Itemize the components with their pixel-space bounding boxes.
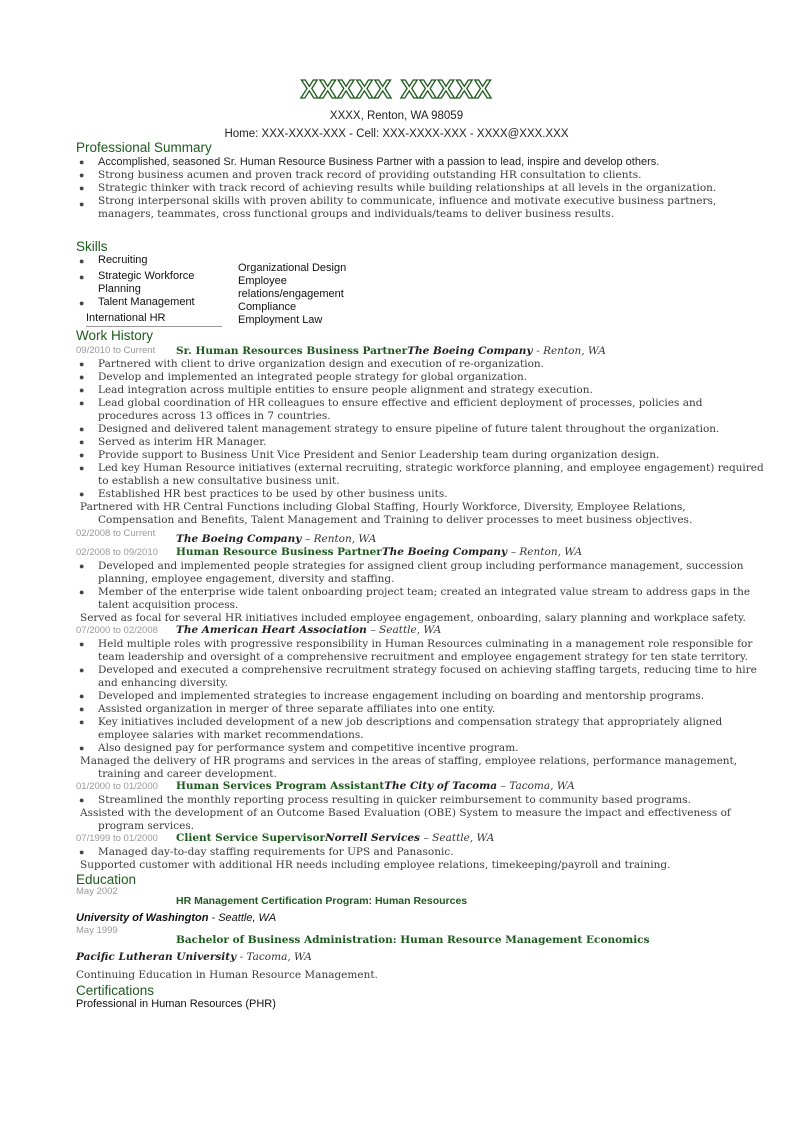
employer: The American Heart Association — [176, 624, 367, 636]
education-school-line — [76, 951, 312, 963]
skills-heading: Skills — [76, 239, 108, 254]
job-duty: Held multiple roles with progressive responsibility in Human Resources culminating in a management role responsible for — [98, 638, 753, 650]
contact-line: Home: XXX-XXXX-XXX - Cell: XXX-XXXX-XXX - XXXX@XXX.XXX — [224, 128, 569, 140]
education-school: University of Washington — [76, 912, 209, 924]
job-duty: Lead global coordination of HR colleagues to ensure effective and efficient deployment of processes, policies and — [98, 397, 703, 409]
job-duty-continued: procedures across 13 offices in 7 countries. — [98, 410, 331, 422]
job-duty-continued: to establish a new consultative business unit. — [98, 475, 340, 487]
summary-item: Strong interpersonal skills with proven ability to communicate, influence and motivate executive business partners, — [98, 195, 717, 207]
job-duty: Designed and delivered talent management strategy to ensure pipeline of future talent throughout the organization. — [98, 423, 720, 435]
education-school: Pacific Lutheran University — [76, 951, 237, 963]
bullet-icon: ● — [79, 372, 85, 382]
job-duty-continued: program services. — [98, 820, 195, 832]
bullet-icon: ● — [79, 199, 85, 209]
job-duty: Partnered with client to drive organization design and execution of re-organization. — [98, 358, 544, 370]
bullet-icon: ● — [79, 704, 85, 714]
job-duty: Provide support to Business Unit Vice President and Senior Leadership team during organization design. — [98, 449, 660, 461]
job-title-line — [176, 780, 575, 792]
education-note: Continuing Education in Human Resource Management. — [76, 969, 378, 981]
summary-item: Strong business acumen and proven track record of providing outstanding HR consultation to clients. — [98, 169, 642, 181]
job-title: Sr. Human Resources Business Partner — [176, 345, 408, 357]
job-location: – Renton, WA — [304, 533, 377, 545]
address-line: XXXX, Renton, WA 98059 — [329, 110, 464, 122]
job-duty: Supported customer with additional HR needs including employee relations, timekeeping/payroll and training. — [80, 859, 671, 871]
bullet-icon: ● — [79, 691, 85, 701]
job-duty: Served as interim HR Manager. — [98, 436, 267, 448]
employer: Norrell Services — [325, 832, 420, 844]
job-duty: Managed day-to-day staffing requirements for UPS and Panasonic. — [98, 846, 454, 858]
job-duty: Developed and implemented people strategies for assigned client group including performance management, succession — [98, 560, 744, 572]
skill-item: Compliance — [238, 301, 297, 313]
bullet-icon: ● — [79, 587, 85, 597]
employer: The Boeing Company — [381, 546, 508, 558]
education-location: - Tacoma, WA — [236, 951, 312, 963]
job-duty: Established HR best practices to be used by other business units. — [98, 488, 448, 500]
education-school-line — [76, 912, 276, 924]
skill-item: Planning — [98, 283, 141, 295]
job-dates: 01/2000 to 01/2000 — [76, 781, 158, 792]
employer: The Boeing Company — [176, 533, 302, 545]
skills-divider — [86, 326, 222, 327]
education-location: - Seattle, WA — [208, 912, 277, 924]
job-duty: Developed and implemented strategies to increase engagement including on boarding and mentorship programs. — [98, 690, 705, 702]
job-duty: Member of the enterprise wide talent onboarding project team; created an integrated value stream to address gaps in the — [98, 586, 751, 598]
summary-item: Accomplished, seasoned Sr. Human Resource Business Partner with a passion to lead, inspire and develop others. — [98, 156, 660, 168]
job-duty-continued: team leadership and oversight of a comprehensive recruitment and employee engagement strategy for ten state territory. — [98, 651, 748, 663]
job-title: Client Service Supervisor — [176, 832, 326, 844]
job-duty-continued: training and career development. — [98, 768, 277, 780]
bullet-icon: ● — [79, 847, 85, 857]
candidate-name: XXXXX XXXXX — [300, 74, 493, 104]
skill-item: International HR — [86, 312, 166, 324]
education-program: HR Management Certification Program: Human Resources — [176, 895, 468, 907]
bullet-icon: ● — [79, 157, 85, 167]
certifications-heading: Certifications — [76, 983, 155, 998]
skill-item: Recruiting — [98, 254, 148, 266]
job-duty: Also designed pay for performance system and competitive incentive program. — [98, 742, 519, 754]
bullet-icon: ● — [79, 437, 85, 447]
job-title: Human Resource Business Partner — [176, 546, 382, 558]
bullet-icon: ● — [79, 450, 85, 460]
job-duty-continued: employee salaries with market recommendations. — [98, 729, 364, 741]
bullet-icon: ● — [79, 463, 85, 473]
job-duty: Streamlined the monthly reporting process resulting in quicker reimbursement to community based programs. — [98, 794, 691, 806]
job-duty: Key initiatives included development of a new job descriptions and compensation strategy that appropriately aligned — [98, 716, 723, 728]
job-duty-continued: planning, employee engagement, diversity and staffing. — [98, 573, 395, 585]
job-duty-continued: Compensation and Benefits, Talent Management and Training to deliver processes to meet business objectives. — [98, 514, 693, 526]
job-duty: Lead integration across multiple entities to ensure people alignment and strategy execution. — [98, 384, 593, 396]
job-title-line — [176, 832, 494, 844]
skill-item: Strategic Workforce — [98, 270, 195, 282]
certification-item: Professional in Human Resources (PHR) — [76, 998, 276, 1010]
skill-item: Organizational Design — [238, 262, 347, 274]
job-duty: Managed the delivery of HR programs and services in the areas of staffing, employee relations, performance management, — [80, 755, 738, 767]
bullet-icon: ● — [79, 561, 85, 571]
skill-item: Employment Law — [238, 314, 323, 326]
bullet-icon: ● — [79, 298, 85, 308]
bullet-icon: ● — [79, 424, 85, 434]
bullet-icon: ● — [79, 639, 85, 649]
bullet-icon: ● — [79, 359, 85, 369]
employer: The Boeing Company — [407, 345, 533, 357]
job-duty-continued: talent acquisition process. — [98, 599, 239, 611]
job-title-line — [176, 546, 582, 558]
job-duty: Assisted with the development of an Outcome Based Evaluation (OBE) System to measure the impact and effectiveness of — [80, 807, 731, 819]
job-duty-continued: and enhancing diversity. — [98, 677, 228, 689]
bullet-icon: ● — [79, 256, 85, 266]
job-duty: Partnered with HR Central Functions including Global Staffing, Hourly Workforce, Diversity, Employee Relations, — [80, 501, 686, 513]
employer: The City of Tacoma — [384, 780, 498, 792]
job-dates: 07/1999 to 01/2000 — [76, 833, 158, 844]
education-program: Bachelor of Business Administration: Human Resource Management Economics — [176, 934, 650, 946]
job-dates: 02/2008 to Current — [76, 528, 156, 539]
skill-item: Talent Management — [98, 296, 195, 308]
job-title-line — [176, 345, 606, 357]
job-title-line — [176, 624, 441, 636]
job-location: – Renton, WA — [510, 546, 583, 558]
bullet-icon: ● — [79, 398, 85, 408]
skill-item: relations/engagement — [238, 288, 344, 300]
bullet-icon: ● — [79, 183, 85, 193]
bullet-icon: ● — [79, 272, 85, 282]
bullet-icon: ● — [79, 170, 85, 180]
skill-item: Employee — [238, 275, 287, 287]
bullet-icon: ● — [79, 665, 85, 675]
job-dates: 02/2008 to 09/2010 — [76, 547, 158, 558]
job-location: - Renton, WA — [536, 345, 606, 357]
job-duty: Develop and implemented an integrated people strategy for global organization. — [98, 371, 528, 383]
job-duty: Led key Human Resource initiatives (external recruiting, strategic workforce planning, and employee engagement) required — [98, 462, 764, 474]
job-dates: 09/2010 to Current — [76, 345, 156, 356]
job-title: Human Services Program Assistant — [176, 780, 385, 792]
job-title-line — [176, 533, 376, 545]
bullet-icon: ● — [79, 795, 85, 805]
bullet-icon: ● — [79, 743, 85, 753]
summary-heading: Professional Summary — [76, 140, 212, 155]
job-dates: 07/2000 to 02/2008 — [76, 625, 158, 636]
job-location: – Seattle, WA — [423, 832, 495, 844]
job-location: – Tacoma, WA — [500, 780, 575, 792]
job-duty: Assisted organization in merger of three separate affiliates into one entity. — [98, 703, 496, 715]
job-duty: Served as focal for several HR initiatives included employee engagement, onboarding, salary planning and workplace safety. — [80, 612, 746, 624]
education-heading: Education — [76, 872, 137, 887]
bullet-icon: ● — [79, 717, 85, 727]
job-location: – Seattle, WA — [370, 624, 442, 636]
education-date: May 2002 — [76, 886, 118, 897]
bullet-icon: ● — [79, 489, 85, 499]
summary-item: Strategic thinker with track record of achieving results while building relationships at all levels in the organization. — [98, 182, 717, 194]
work-heading: Work History — [76, 328, 154, 343]
summary-item-continued: managers, teammates, cross functional groups and individuals/teams to deliver business results. — [98, 208, 615, 220]
bullet-icon: ● — [79, 385, 85, 395]
job-duty: Developed and executed a comprehensive recruitment strategy focused on achieving staffing targets, reducing time to hire — [98, 664, 757, 676]
education-date: May 1999 — [76, 925, 118, 936]
